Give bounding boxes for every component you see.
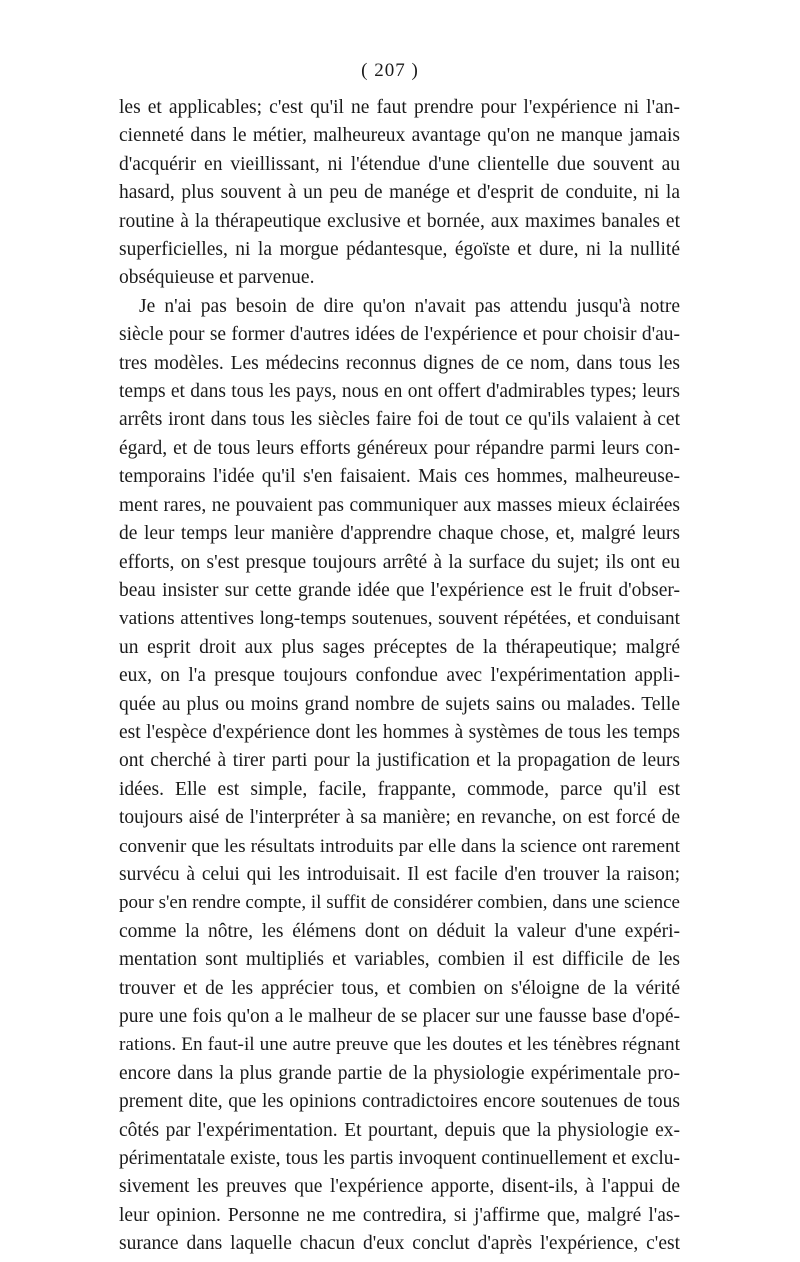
text-line: Je n'ai pas besoin de dire qu'on n'avait pas attendu jusqu'à notre — [139, 295, 680, 317]
text-line: prement dite, que les opinions contradictoires encore soutenues de tous — [119, 1091, 680, 1113]
text-line: est l'espèce d'expérience dont les hommes à systèmes de tous les temps — [119, 721, 680, 743]
text-line: vations attentives long-temps soutenues, souvent répétées, et conduisant — [119, 608, 680, 630]
text-line: siècle pour se former d'autres idées de l'expérience et pour choisir d'au- — [119, 324, 680, 346]
text-line: périmentatale existe, tous les partis invoquent continuellement et exclu- — [119, 1148, 680, 1170]
text-line: sivement les preuves que l'expérience apporte, disent-ils, à l'appui de — [119, 1176, 680, 1198]
text-line: pour s'en rendre compte, il suffit de considérer combien, dans une science — [119, 892, 680, 914]
text-line: survécu à celui qui les introduisait. Il est facile d'en trouver la raison; — [119, 863, 680, 885]
text-line: de leur temps leur manière d'apprendre chaque chose, et, malgré leurs — [119, 523, 680, 545]
text-line: hasard, plus souvent à un peu de manége et d'esprit de conduite, ni la — [119, 182, 680, 204]
text-line: temporains l'idée qu'il s'en faisaient. Mais ces hommes, malheureuse- — [119, 466, 680, 488]
text-line: égard, et de tous leurs efforts généreux pour répandre parmi leurs con- — [119, 437, 680, 459]
text-line: arrêts iront dans tous les siècles faire foi de tout ce qu'ils valaient à cet — [119, 409, 680, 431]
text-line: comme la nôtre, les élémens dont on déduit la valeur d'une expéri- — [119, 920, 680, 942]
text-line: trouver et de les apprécier tous, et combien on s'éloigne de la vérité — [119, 977, 680, 999]
text-line: quée au plus ou moins grand nombre de sujets sains ou malades. Telle — [119, 693, 680, 715]
body-text — [119, 94, 680, 1259]
text-line: temps et dans tous les pays, nous en ont offert d'admirables types; leurs — [119, 381, 680, 403]
text-line: rations. En faut-il une autre preuve que les doutes et les ténèbres régnant — [119, 1034, 680, 1056]
text-line: pure une fois qu'on a le malheur de se placer sur une fausse base d'opé- — [119, 1006, 680, 1027]
text-line: superficielles, ni la morgue pédantesque, égoïste et dure, ni la nullité — [119, 239, 680, 261]
text-line: un esprit droit aux plus sages préceptes de la thérapeutique; malgré — [119, 636, 680, 658]
text-line: ont cherché à tirer parti pour la justification et la propagation de leurs — [119, 750, 680, 772]
text-line: côtés par l'expérimentation. Et pourtant, depuis que la physiologie ex- — [119, 1119, 680, 1141]
text-line: obséquieuse et parvenue. — [119, 267, 315, 289]
text-line: leur opinion. Personne ne me contredira, si j'affirme que, malgré l'as- — [119, 1204, 680, 1226]
text-line: encore dans la plus grande partie de la physiologie expérimentale pro- — [119, 1062, 680, 1084]
text-line: ment rares, ne pouvaient pas communiquer aux masses mieux éclairées — [119, 494, 680, 516]
text-line: surance dans laquelle chacun d'eux conclut d'après l'expérience, c'est — [119, 1233, 680, 1255]
text-line: convenir que les résultats introduits par elle dans la science ont rarement — [119, 835, 680, 857]
text-line: mentation sont multipliés et variables, combien il est difficile de les — [119, 949, 680, 971]
text-line: tres modèles. Les médecins reconnus dignes de ce nom, dans tous les — [119, 352, 680, 374]
text-line: d'acquérir en vieillissant, ni l'étendue d'une clientelle due souvent au — [119, 153, 680, 175]
text-line: eux, on l'a presque toujours confondue avec l'expérimentation appli- — [119, 665, 680, 687]
text-line: toujours aisé de l'interpréter à sa manière; en revanche, on est forcé de — [119, 807, 680, 829]
text-line: cienneté dans le métier, malheureux avantage qu'on ne manque jamais — [119, 125, 680, 147]
text-line: routine à la thérapeutique exclusive et bornée, aux maximes banales et — [119, 210, 680, 232]
text-line: les et applicables; c'est qu'il ne faut prendre pour l'expérience ni l'an- — [119, 97, 680, 118]
text-line: beau insister sur cette grande idée que l'expérience est le fruit d'obser- — [119, 579, 680, 601]
text-line: idées. Elle est simple, facile, frappante, commode, parce qu'il est — [119, 778, 680, 800]
text-line: efforts, on s'est presque toujours arrêté à la surface du sujet; ils ont eu — [119, 551, 680, 573]
page-number: ( 207 ) — [361, 60, 419, 81]
